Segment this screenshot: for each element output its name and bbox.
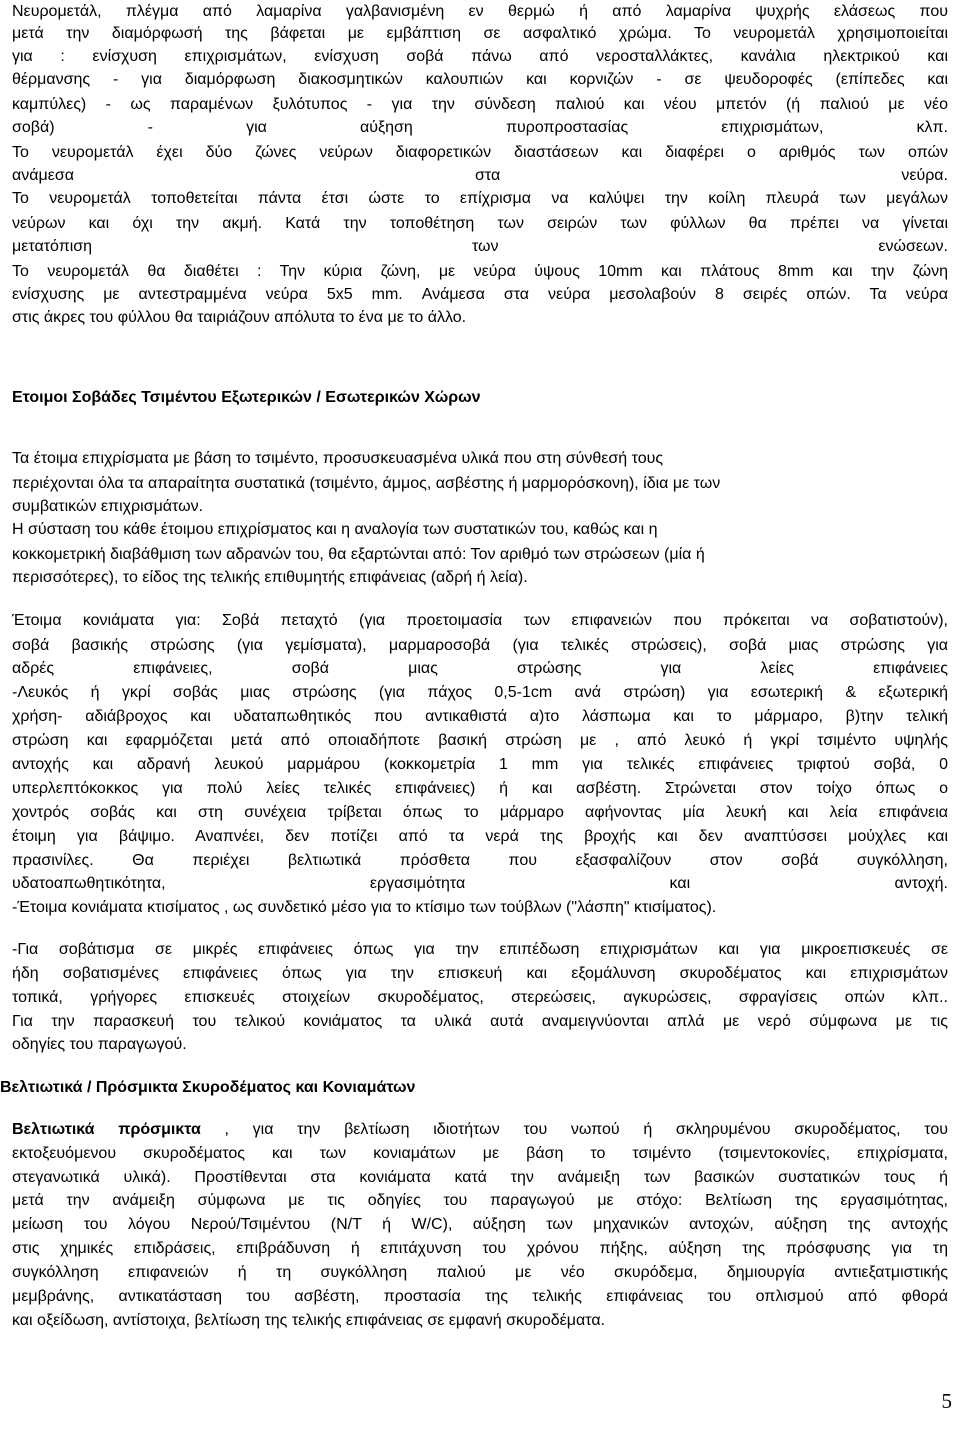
text-line: χοντρός σοβάς και στη συνέχεια τρίβεται όπως το μάρμαρο αφήνοντας μία λευκή και λεία επιφάνεια	[12, 804, 948, 821]
text-line: και οξείδωση, αντίστοιχα, βελτίωση της τελικής επιφάνειας σε εμφανή σκυροδέματα.	[12, 1312, 606, 1329]
text-line-lead	[12, 1118, 948, 1142]
section-heading: Ετοιμοι Σοβάδες Τσιμέντου Εξωτερικών / Εσωτερικών Χώρων	[12, 389, 481, 406]
text-line: -Έτοιμα κονιάματα κτισίματος , ως συνδετικό μέσο για το κτίσιμο των τούβλων ("λάσπη" κτισίματος).	[12, 899, 717, 916]
text-line: μεμβράνης, αντικατάσταση του ασβέστη, προστασία της τελικής επιφάνειας του οπλισμού από φθορά	[12, 1288, 948, 1305]
text-line: νεύρων και όχι την ακμή. Κατά την τοποθέτηση των σειρών των φύλλων θα πρέπει να γίνεται	[12, 215, 948, 232]
text-line: περισσότερες), το είδος της τελικής επιθυμητής επιφάνειας (αδρή ή λεία).	[12, 569, 528, 586]
text-line: σοβά) - για αύξηση πυροπροστασίας επιχρισμάτων, κλπ.	[12, 119, 948, 136]
text-line: Έτοιμα κονιάματα για: Σοβά πεταχτό (για προετοιμασία των επιφανειών που πρόκειται να σοβατιστούν),	[12, 612, 948, 629]
text-line: σοβά βασικής στρώσης (για γεμίσματα), μαρμαροσοβά (για τελικές στρώσεις), σοβά μιας στρώσης για	[12, 637, 948, 654]
text-line: μετά την διαμόρφωσή της βάφεται με εμβάπτιση σε ασφαλτικό χρώμα. Το νευρομετάλ χρησιμοποιείται	[12, 25, 948, 42]
text-line: Τα έτοιμα επιχρίσματα με βάση το τσιμέντο, προσυσκευασμένα υλικά που στη σύνθεσή τους	[12, 450, 664, 467]
text-line: ανάμεσα στα νεύρα.	[12, 167, 948, 184]
text-line: υδατοαπωθητικότητα, εργασιμότητα και αντοχή.	[12, 875, 948, 892]
text-line: οδηγίες του παραγωγού.	[12, 1036, 187, 1053]
text-line: περιέχονται όλα τα απαραίτητα συστατικά (τσιμέντο, άμμος, ασβέστης ή μαρμορόσκονη), ίδια με των	[12, 475, 721, 492]
text-line: στις χημικές επιδράσεις, επιβράδυνση ή επιτάχυνση του χρόνου πήξης, αύξηση της πρόσφυσης για τη	[12, 1240, 948, 1257]
section-heading: Βελτιωτικά / Πρόσμικτα Σκυροδέματος και Κονιαμάτων	[0, 1079, 416, 1096]
text-line: θέρμανσης - για διαμόρφωση διακοσμητικών καλουπιών και κορνιζών - σε ψευδοροφές (επίπεδες και	[12, 71, 948, 88]
text-line: αντοχής και αδρανή λευκού μαρμάρου (κοκκομετρία 1 mm για τελικές επιφάνειες τριφτού σοβά, 0	[12, 756, 948, 773]
text-line: Το νευρομετάλ θα διαθέτει : Την κύρια ζώνη, με νεύρα ύψους 10mm και πλάτους 8mm και την ζώνη	[12, 263, 948, 280]
text-line: ήδη σοβατισμένες επιφάνειες όπως για την επισκευή και εξομάλυνση σκυροδέματος και επιχρισμάτων	[12, 965, 948, 982]
text-line: ενίσχυσης με αντεστραμμένα νεύρα 5x5 mm. Ανάμεσα στα νεύρα μεσολαβούν 8 σειρές οπών. Τα νεύρα	[12, 286, 948, 303]
text-line: καμπύλες) - ως παραμένων ξυλότυπος - για την σύνδεση παλιού και νέου μπετόν (ή παλιού με νέο	[12, 96, 948, 113]
text-line: συγκόλληση επιφανειών ή τη συγκόλληση παλιού με νέο σκυρόδεμα, δημιουργία αντιεξατμιστικής	[12, 1264, 948, 1281]
text-line: Νευρομετάλ, πλέγμα από λαμαρίνα γαλβανισμένη εν θερμώ ή από λαμαρίνα ψυχρής ελάσεως που	[12, 3, 948, 20]
text-line: για : ενίσχυση επιχρισμάτων, ενίσχυση σοβά πάνω από νεροσταλλάκτες, κανάλια ηλεκτρικού και	[12, 48, 948, 65]
text-line: Το νευρομετάλ έχει δύο ζώνες νεύρων διαφορετικών διαστάσεων και διαφέρει ο αριθμός των οπών	[12, 144, 948, 161]
text-line: συμβατικών επιχρισμάτων.	[12, 498, 204, 515]
lead-rest: , για την βελτίωση ιδιοτήτων του νωπού ή σκληρυμένου σκυροδέματος, του	[200, 1121, 948, 1138]
text-line: εκτοξευόμενου σκυροδέματος και των κονιαμάτων με βάση το τσιμέντο (τσιμεντοκονίες, επιχρίσματα,	[12, 1145, 948, 1162]
text-line: αδρές επιφάνειες, σοβά μιας στρώσης για λείες επιφάνειες	[12, 660, 948, 677]
lead-bold-term: Βελτιωτικά πρόσμικτα	[12, 1121, 201, 1138]
text-line: κοκκομετρική διαβάθμιση των αδρανών του, θα εξαρτώνται από: Τον αριθμό των στρώσεων (μία ή	[12, 546, 705, 563]
text-line: στρώση και εφαρμόζεται μετά από οποιαδήποτε βασική στρώση με , από λευκό ή γκρί τσιμέντο υψηλής	[12, 732, 948, 749]
page-number: 5	[941, 1389, 952, 1413]
text-line: Η σύσταση του κάθε έτοιμου επιχρίσματος και η αναλογία των συστατικών του, καθώς και η	[12, 521, 658, 538]
text-line: τοπικά, γρήγορες επισκευές στοιχείων σκυροδέματος, στερεώσεις, αγκυρώσεις, σφραγίσεις οπών κλπ..	[12, 989, 948, 1006]
text-line: στις άκρες του φύλλου θα ταιριάζουν απόλυτα το ένα με το άλλο.	[12, 309, 467, 326]
text-line: στεγανωτικά υλικά). Προστίθενται στα κονιάματα κατά την ανάμειξη των βασικών συστατικών τους ή	[12, 1169, 948, 1186]
text-line: -Για σοβάτισμα σε μικρές επιφάνειες όπως για την επιπέδωση επιχρισμάτων και για μικροεπισκευές σε	[12, 941, 948, 958]
text-line: έτοιμη για βάψιμο. Αναπνέει, δεν ποτίζει από τα νερά της βροχής και δεν αναπτύσσει μούχλες και	[12, 828, 948, 845]
text-line: μετατόπιση των ενώσεων.	[12, 238, 948, 255]
text-line: μείωση του λόγου Νερού/Τσιμέντου (Ν/Τ ή W/C), αύξηση των μηχανικών αντοχών, αύξηση της αντοχής	[12, 1216, 948, 1233]
text-line: υπερλεπτόκοκκος για πολύ λείες τελικές επιφάνειες) ή και ασβέστη. Στρώνεται στον τοίχο όπως ο	[12, 780, 948, 797]
text-line: χρήση- αδιάβροχος και υδαταπωθητικός που αντικαθιστά α)το λάσπωμα και το μάρμαρο, β)την τελική	[12, 708, 948, 725]
text-line: Για την παρασκευή του τελικού κονιάματος τα υλικά αυτά αναμειγνύονται απλά με νερό σύμφωνα με τις	[12, 1013, 948, 1030]
text-line: -Λευκός ή γκρί σοβάς μιας στρώσης (για πάχος 0,5-1cm ανά στρώση) για εσωτερική & εξωτερική	[12, 684, 948, 701]
text-line: Το νευρομετάλ τοποθετείται πάντα έτσι ώστε το επίχρισμα να καλύψει την κοίλη πλευρά των μεγάλων	[12, 190, 948, 207]
text-line: μετά την ανάμειξη σύμφωνα με τις οδηγίες του παραγωγού με στόχο: Βελτίωση της εργασιμότητας,	[12, 1192, 948, 1209]
text-line: πρασινίλες. Θα περιέχει βελτιωτικά πρόσθετα που εξασφαλίζουν στον σοβά συγκόλληση,	[12, 852, 948, 869]
